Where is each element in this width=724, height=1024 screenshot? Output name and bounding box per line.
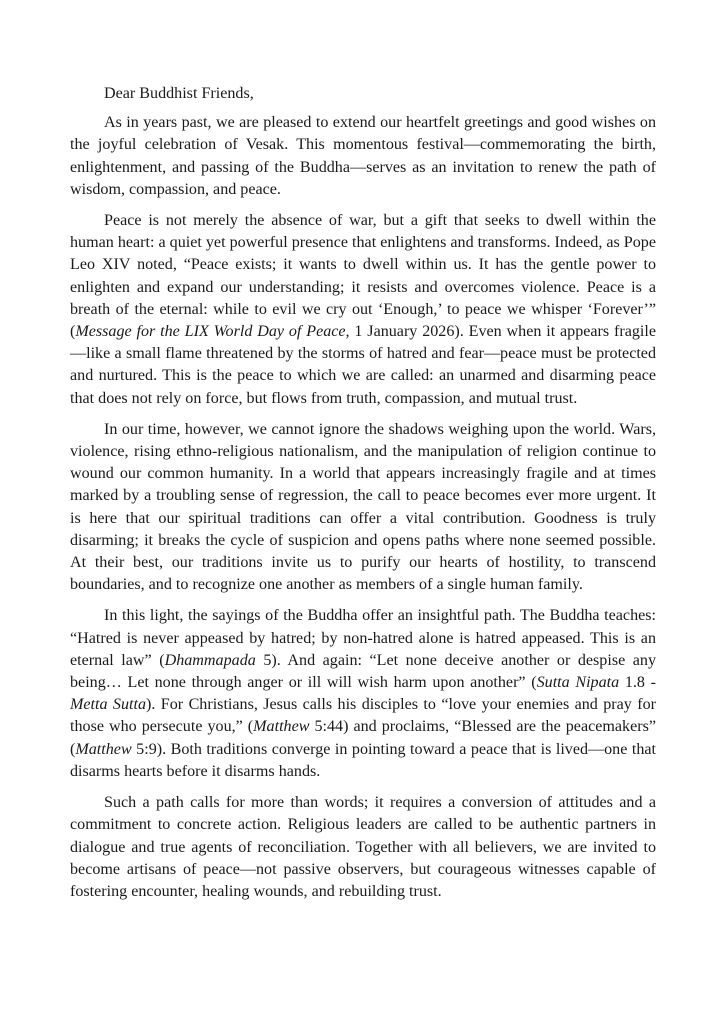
citation-text: Dhammapada xyxy=(164,651,256,669)
body-text: ). For Christians, Jesus calls his disciples to “love your enemies and pray for those who persecute you,” ( xyxy=(70,696,657,736)
citation-text: Matthew xyxy=(75,740,132,758)
citation-text: Message for the LIX World Day of Peace, xyxy=(75,323,350,341)
citation-text: Sutta Nipata xyxy=(536,674,620,692)
paragraph-2 xyxy=(70,210,656,410)
body-text: 5:9). Both traditions converge in pointing toward a peace that is lived—one that disarms hearts before it disarms hands. xyxy=(70,740,656,780)
paragraph-3 xyxy=(70,419,656,597)
body-text: In our time, however, we cannot ignore the shadows weighing upon the world. Wars, violence, rising ethno-religious nationalism, and the manipulation of religion continue to wound our common humanity. In a world that appears increasingly fragile and at times marked by a troubling sense of regression, the call to peace becomes ever more urgent. It is here that our spiritual traditions can offer a vital contribution. Goodness is truly disarming; it breaks the cycle of suspicion and opens paths where none seemed possible. At their best, our traditions invite us to purify our hearts of hostility, to transcend boundaries, and to recognize one another as members of a single human family. xyxy=(70,420,656,594)
citation-text: Metta Sutta xyxy=(70,696,147,714)
body-text: Peace is not merely the absence of war, but a gift that seeks to dwell within the human heart: a quiet yet powerful presence that enlightens and transforms. Indeed, as Pope Leo XIV noted, “Peace exists; it wants to dwell within us. It has the gentle power to enlighten and expand our understanding; it resists and overcomes violence. Peace is a breath of the eternal: while to evil we cry out ‘Enough,’ to peace we whisper ‘Forever’” ( xyxy=(70,212,656,341)
body-text: As in years past, we are pleased to extend our heartfelt greetings and good wishes on the joyful celebration of Vesak. This momentous festival—commemorating the birth, enlightenment, and passing of the Buddha—serves as an invitation to renew the path of wisdom, compassion, and peace. xyxy=(70,114,656,198)
body-text: 5:44) and proclaims, “Blessed are the peacemakers” ( xyxy=(70,718,656,758)
paragraph-1 xyxy=(70,112,656,201)
paragraph-4 xyxy=(70,605,656,783)
paragraph-5 xyxy=(70,792,656,903)
letter-body xyxy=(70,112,656,903)
body-text: 1.8 - xyxy=(619,674,656,692)
salutation: Dear Buddhist Friends, xyxy=(104,85,254,102)
body-text: In this light, the sayings of the Buddha offer an insightful path. The Buddha teaches: “Hatred is never appeased by hatred; by non-hatred alone is hatred appeased. This is an eternal law” ( xyxy=(70,607,656,669)
citation-text: Matthew xyxy=(253,718,310,736)
body-text: Such a path calls for more than words; it requires a conversion of attitudes and a commitment to concrete action. Religious leaders are called to be authentic partners in dialogue and true agents of reconciliation. Together with all believers, we are invited to become artisans of peace—not passive observers, but courageous witnesses capable of fostering encounter, healing wounds, and rebuilding trust. xyxy=(70,794,656,900)
body-text: 5). And again: “Let none deceive another or despise any being… Let none through anger or ill will wish harm upon another” ( xyxy=(70,651,656,692)
body-text: 1 January 2026). Even when it appears fragile—like a small flame threatened by the storms of hatred and fear—peace must be protected and nurtured. This is the peace to which we are called: an unarmed and disarming peace that does not rely on force, but flows from truth, compassion, and mutual trust. xyxy=(70,323,656,407)
